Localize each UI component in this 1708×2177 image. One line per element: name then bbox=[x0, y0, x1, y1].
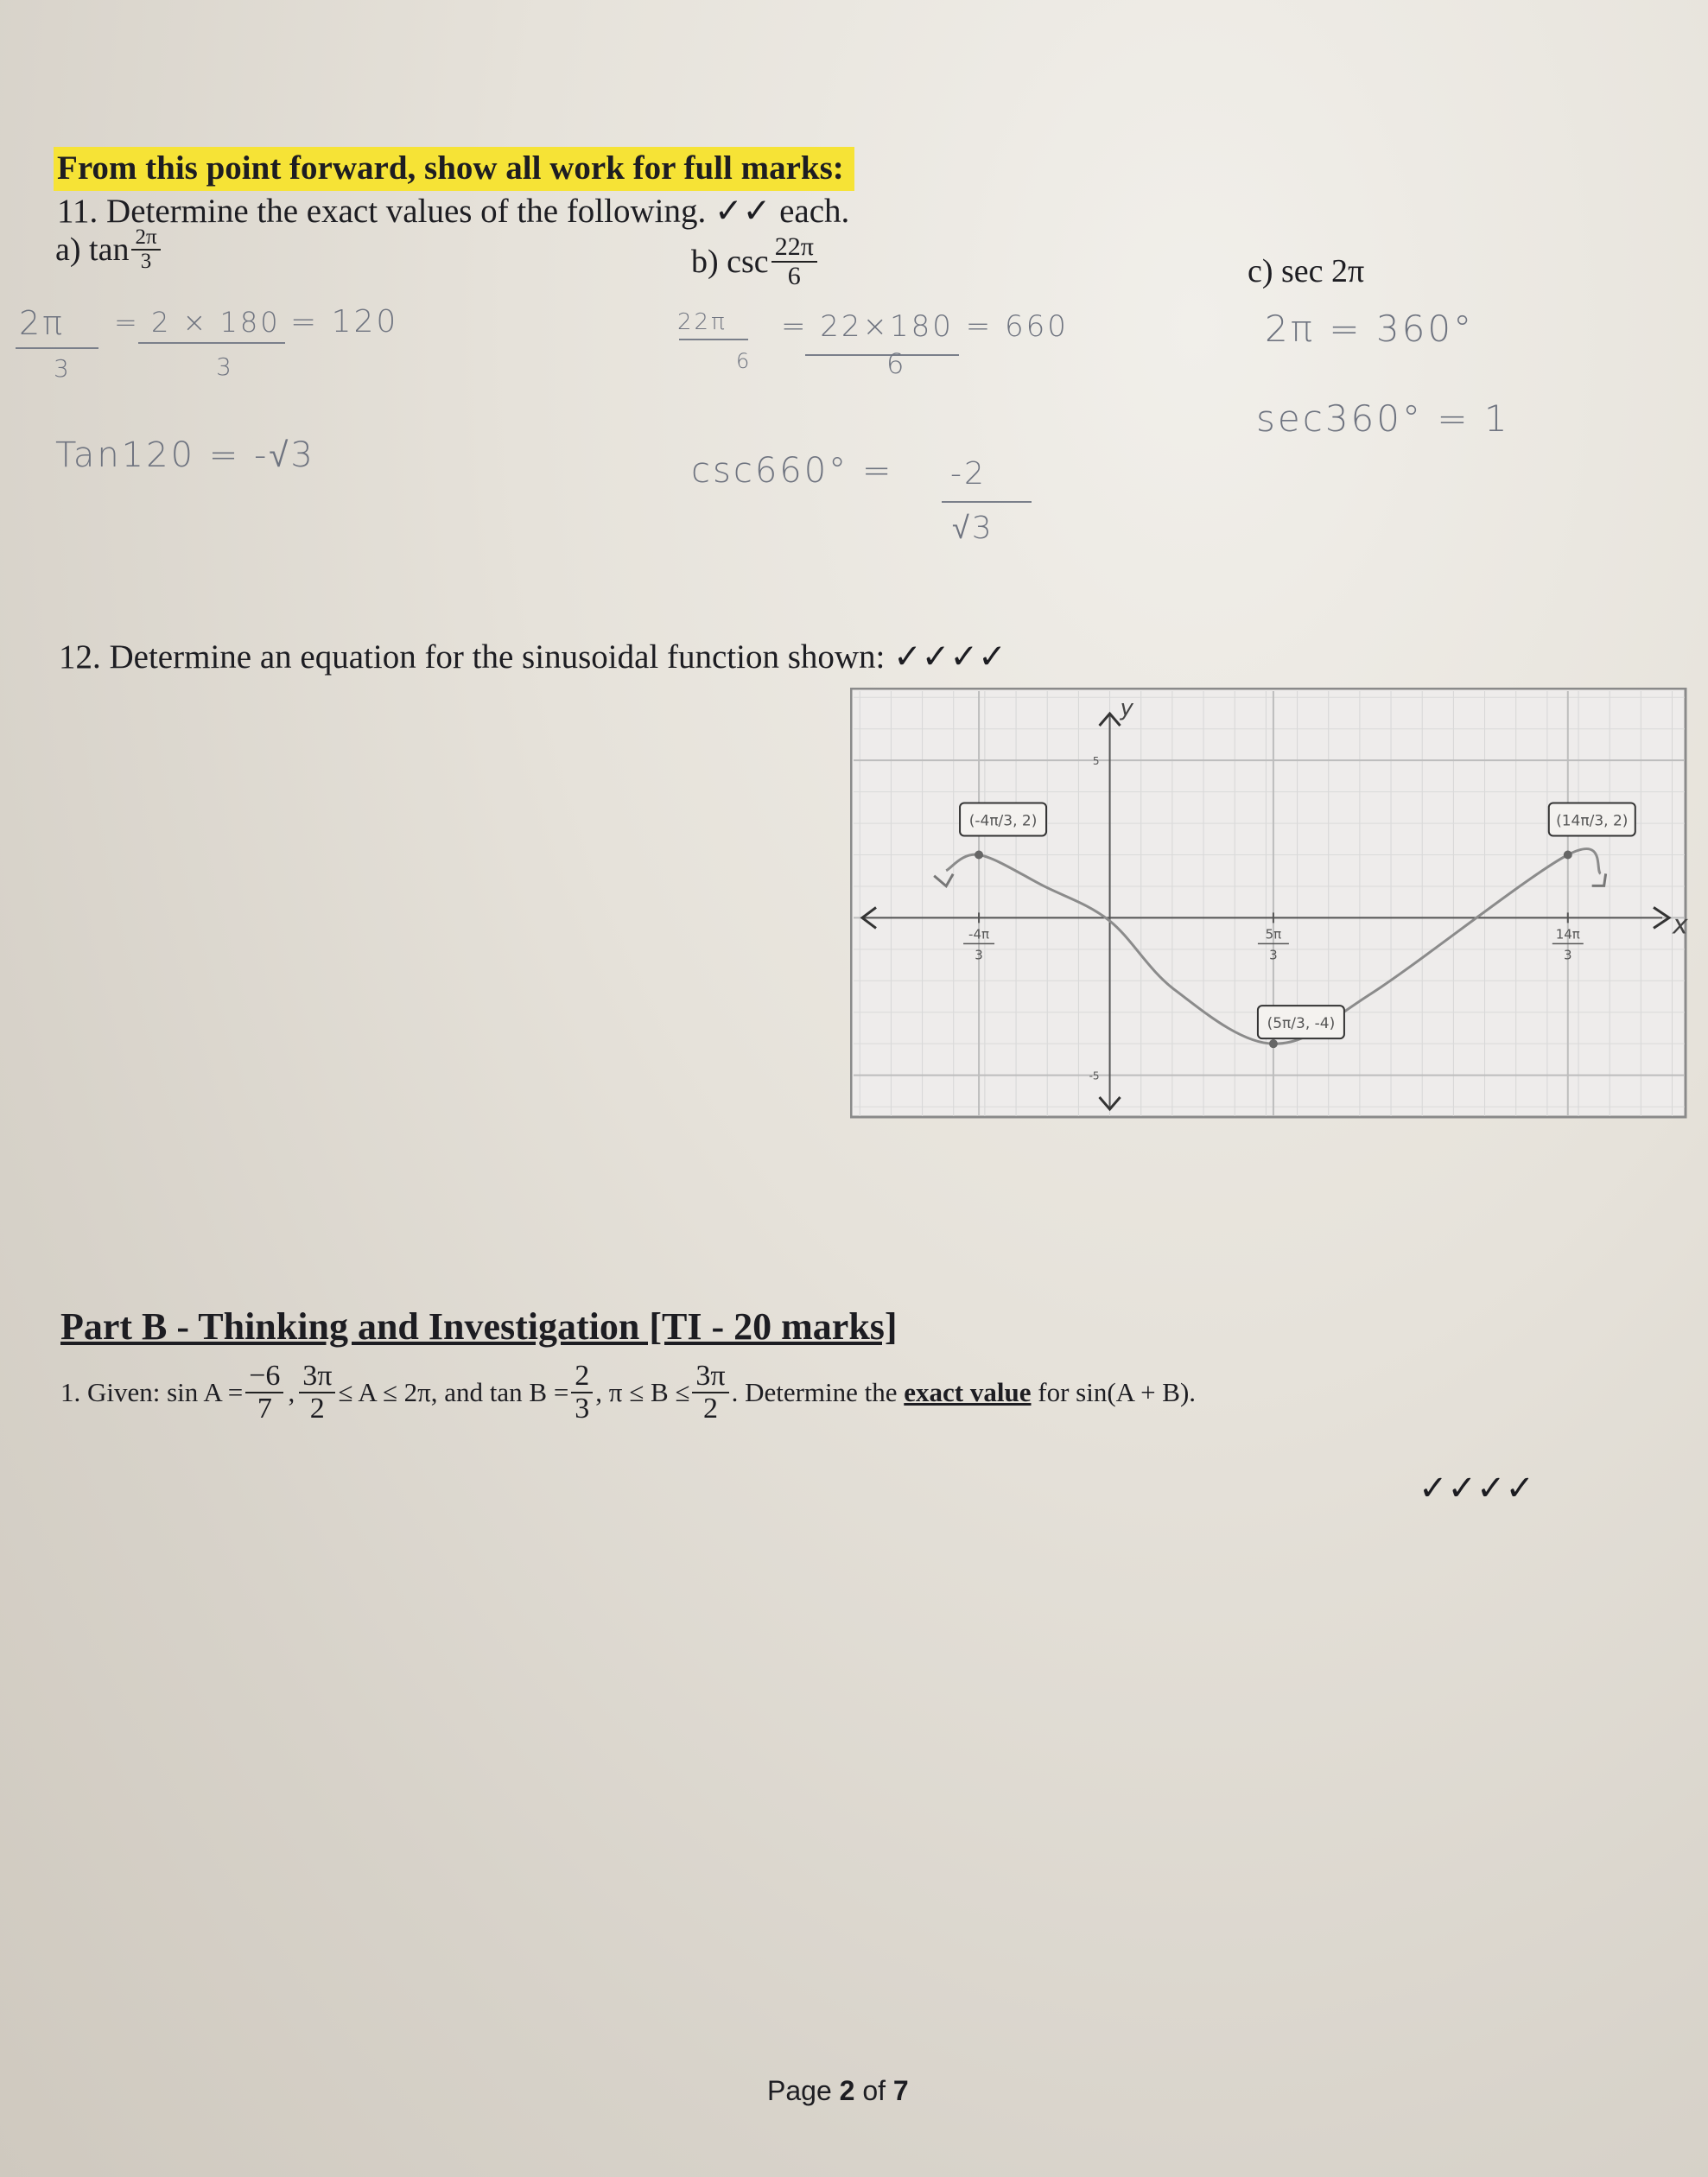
q11a-den: 3 bbox=[140, 250, 152, 274]
tanB-num: 2 bbox=[575, 1360, 590, 1392]
work-b-answer: csc660° = bbox=[691, 451, 894, 491]
x-tick-label-num: 14π bbox=[1555, 926, 1580, 943]
x-axis-label: x bbox=[1673, 910, 1688, 941]
q11a-function: a) tan bbox=[55, 232, 130, 269]
A-range-tail: ≤ A ≤ 2π, and tan B = bbox=[338, 1376, 569, 1407]
x-tick-label-num: -4π bbox=[968, 926, 990, 943]
work-b-eq-bar bbox=[805, 354, 959, 356]
work-a-result: = 120 bbox=[290, 304, 399, 340]
part-b-heading: Part B - Thinking and Investigation [TI - 20 marks] bbox=[60, 1305, 898, 1348]
work-c-answer: sec360° = 1 bbox=[1256, 397, 1510, 440]
q11a-fraction bbox=[131, 226, 160, 274]
data-point bbox=[1269, 1039, 1278, 1048]
marks-checks: ✓✓✓✓ bbox=[1419, 1469, 1535, 1508]
work-b-lhs-bar bbox=[679, 339, 748, 340]
graph-frame bbox=[851, 689, 1686, 1117]
footer-page: 2 bbox=[839, 2075, 855, 2106]
q11a-label bbox=[55, 226, 163, 274]
work-b-equation: = 22×180 = 660 bbox=[781, 309, 1069, 344]
question-11-prompt: 11. Determine the exact values of the following. ✓✓ each. bbox=[57, 193, 850, 230]
tanB-den: 3 bbox=[575, 1392, 590, 1425]
data-point bbox=[1564, 851, 1572, 860]
tail-pre: . Determine the bbox=[731, 1376, 898, 1407]
work-a-answer: Tan120 = -√3 bbox=[55, 435, 315, 475]
B-range-den: 2 bbox=[702, 1392, 718, 1425]
q11b-function: b) csc bbox=[691, 243, 769, 280]
y-tick-label: -5 bbox=[1089, 1069, 1100, 1082]
q11b-num: 22π bbox=[774, 232, 814, 261]
q11b-label bbox=[691, 233, 820, 289]
footer-total: 7 bbox=[892, 2075, 909, 2106]
y-axis-label: y bbox=[1120, 695, 1133, 721]
question-12-prompt: 12. Determine an equation for the sinusoidal function shown: ✓✓✓✓ bbox=[59, 638, 1006, 676]
A-range-fraction bbox=[299, 1361, 335, 1424]
work-b-lhs-num: 22π bbox=[677, 309, 727, 335]
work-a-lhs-num: 2π bbox=[19, 304, 66, 342]
B-range-fraction bbox=[692, 1361, 728, 1424]
page-footer bbox=[767, 2075, 909, 2107]
given-prefix: 1. Given: sin A = bbox=[60, 1376, 244, 1407]
footer-of: of bbox=[862, 2075, 886, 2106]
tail-post: for sin(A + B). bbox=[1038, 1376, 1197, 1407]
point-label: (5π/3, -4) bbox=[1267, 1015, 1336, 1033]
sinA-num: −6 bbox=[249, 1360, 281, 1392]
work-b-lhs-den: 6 bbox=[736, 349, 752, 373]
work-b-answer-den: √3 bbox=[952, 511, 994, 546]
work-b-eq-den: 6 bbox=[886, 347, 907, 380]
q11c-label: c) sec 2π bbox=[1248, 253, 1365, 289]
x-tick-label-den: 3 bbox=[1564, 947, 1572, 963]
work-b-answer-bar bbox=[942, 501, 1032, 503]
footer-prefix: Page bbox=[767, 2075, 832, 2106]
q11b-fraction bbox=[771, 233, 817, 289]
data-point bbox=[975, 851, 983, 860]
B-range: , π ≤ B ≤ bbox=[595, 1376, 690, 1407]
work-a-mid-bar bbox=[138, 342, 285, 344]
x-tick-label-num: 5π bbox=[1265, 926, 1282, 943]
y-tick-label: 5 bbox=[1092, 755, 1100, 768]
A-range-den: 2 bbox=[309, 1392, 325, 1425]
work-a-mid-den: 3 bbox=[216, 352, 234, 381]
tanB-fraction bbox=[571, 1361, 593, 1424]
q11a-num: 2π bbox=[135, 225, 157, 249]
B-range-num: 3π bbox=[695, 1360, 726, 1392]
point-label: (14π/3, 2) bbox=[1556, 812, 1629, 830]
work-a-mid-num: = 2 × 180 bbox=[114, 306, 281, 339]
point-label: (-4π/3, 2) bbox=[968, 812, 1038, 830]
sinusoid-graph bbox=[850, 688, 1688, 1120]
section-instruction: From this point forward, show all work for full marks: bbox=[54, 147, 854, 191]
q11b-den: 6 bbox=[787, 261, 801, 290]
sinA-fraction bbox=[245, 1361, 283, 1424]
x-tick-label-den: 3 bbox=[1269, 947, 1278, 963]
part-b-question-1 bbox=[60, 1361, 1196, 1424]
sinA-den: 7 bbox=[257, 1392, 272, 1425]
work-b-answer-num: -2 bbox=[950, 456, 987, 492]
work-a-lhs-bar bbox=[16, 347, 98, 349]
work-c-conversion: 2π = 360° bbox=[1265, 308, 1475, 350]
x-tick-label-den: 3 bbox=[975, 947, 983, 963]
A-range-num: 3π bbox=[302, 1360, 333, 1392]
work-a-lhs-den: 3 bbox=[54, 354, 72, 383]
comma: , bbox=[288, 1376, 295, 1407]
exact-value-emphasis: exact value bbox=[904, 1376, 1032, 1407]
